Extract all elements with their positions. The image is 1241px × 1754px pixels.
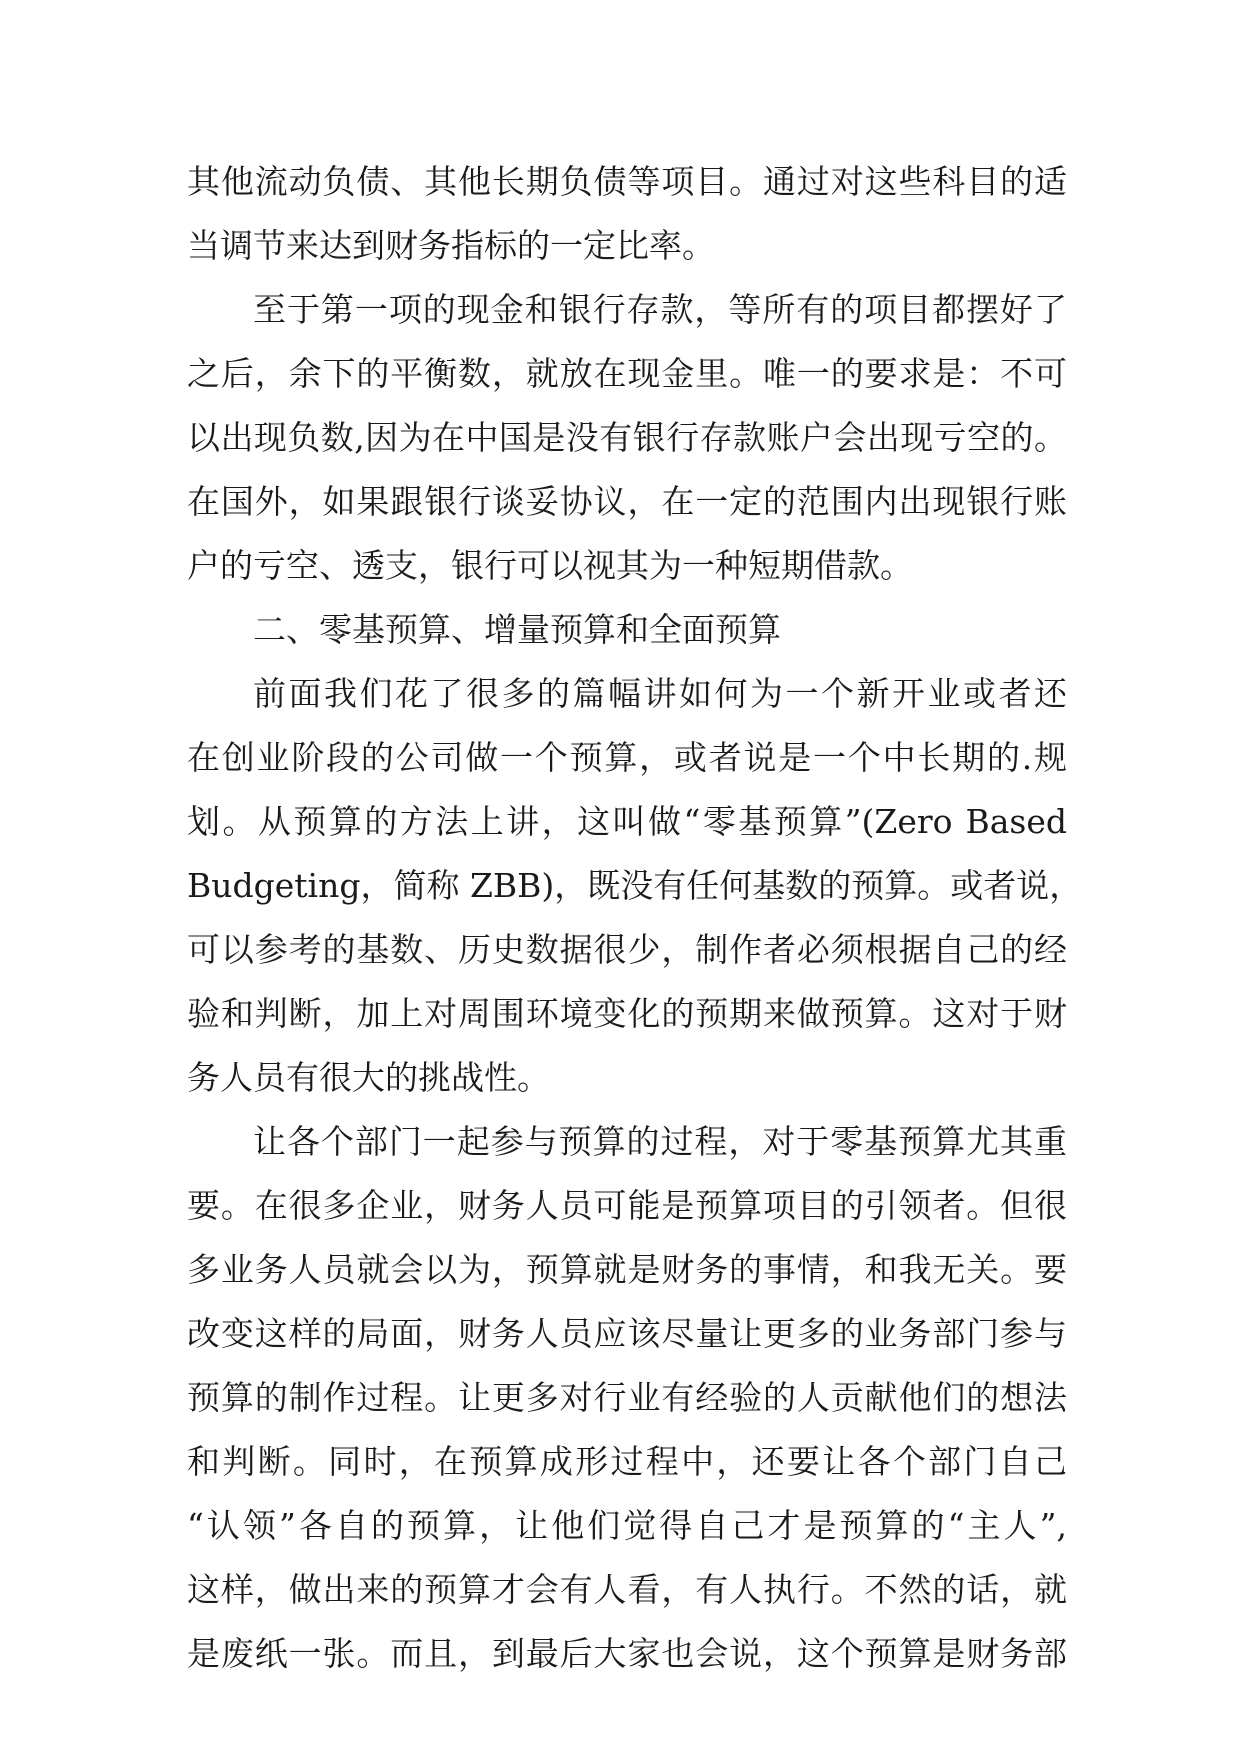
text-line: 预算的制作过程。让更多对行业有经验的人贡献他们的想法: [187, 1378, 1067, 1417]
text-line: 让各个部门一起参与预算的过程，对于零基预算尤其重: [253, 1122, 1067, 1161]
text-line: 在国外，如果跟银行谈妥协议，在一定的范围内出现银行账: [187, 482, 1067, 521]
text-line: 务人员有很大的挑战性。: [187, 1058, 550, 1097]
text-line: 当调节来达到财务指标的一定比率。: [187, 226, 715, 265]
text-line: 可以参考的基数、历史数据很少，制作者必须根据自己的经: [187, 930, 1067, 969]
text-line: 在创业阶段的公司做一个预算，或者说是一个中长期的.规: [187, 738, 1067, 777]
text-line: 至于第一项的现金和银行存款，等所有的项目都摆好了: [253, 290, 1067, 329]
text-line: Budgeting，简称 ZBB)，既没有任何基数的预算。或者说，: [187, 866, 1083, 905]
text-line: 改变这样的局面，财务人员应该尽量让更多的业务部门参与: [187, 1314, 1067, 1353]
body-text: [187, 150, 1083, 1686]
text-line: 划。从预算的方法上讲，这叫做“零基预算”(Zero Based: [187, 802, 1067, 841]
text-line: 这样，做出来的预算才会有人看，有人执行。不然的话，就: [187, 1570, 1067, 1609]
text-line: 和判断。同时，在预算成形过程中，还要让各个部门自己: [187, 1442, 1067, 1481]
text-line: 其他流动负债、其他长期负债等项目。通过对这些科目的适: [187, 162, 1067, 201]
text-line: 是废纸一张。而且，到最后大家也会说，这个预算是财务部: [187, 1634, 1067, 1673]
text-line: 前面我们花了很多的篇幅讲如何为一个新开业或者还: [253, 674, 1067, 713]
text-line: 以出现负数,因为在中国是没有银行存款账户会出现亏空的。: [187, 418, 1067, 457]
text-line: “认领”各自的预算，让他们觉得自己才是预算的“主人”,: [187, 1506, 1067, 1545]
text-line: 户的亏空、透支，银行可以视其为一种短期借款。: [187, 546, 913, 585]
text-line: 验和判断，加上对周围环境变化的预期来做预算。这对于财: [187, 994, 1067, 1033]
text-line: 之后，余下的平衡数，就放在现金里。唯一的要求是：不可: [187, 354, 1067, 393]
text-line: 多业务人员就会以为，预算就是财务的事情，和我无关。要: [187, 1250, 1067, 1289]
text-line: 要。在很多企业，财务人员可能是预算项目的引领者。但很: [187, 1186, 1067, 1225]
section-heading: 二、零基预算、增量预算和全面预算: [253, 610, 781, 649]
